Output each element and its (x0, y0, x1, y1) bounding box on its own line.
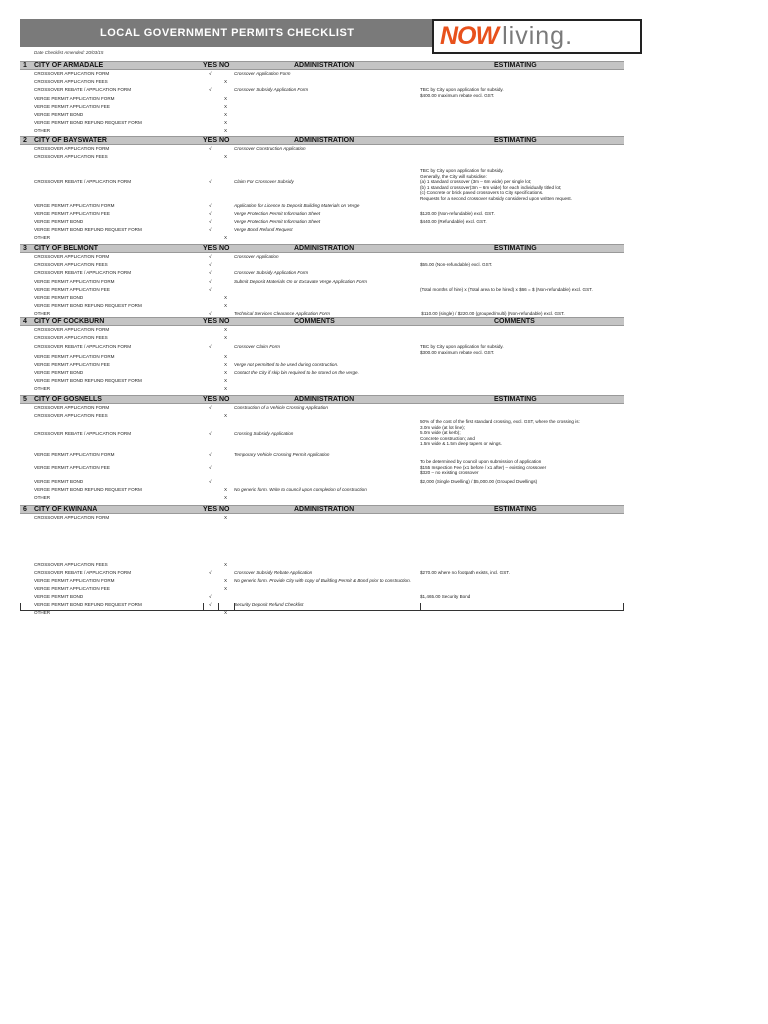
section-header (20, 317, 624, 326)
footer-divider (623, 603, 624, 611)
estimating-header: ESTIMATING (494, 137, 537, 144)
no-mark: X (224, 610, 228, 615)
row-label: CROSSOVER APPLICATION FORM (34, 254, 110, 259)
yes-mark: √ (209, 146, 212, 151)
administration-note: Verge Bond Refund Request (234, 227, 293, 232)
row-label: CROSSOVER REBATE / APPLICATION FORM (34, 87, 132, 92)
row-label: VERGE PERMIT BOND (34, 295, 84, 300)
section-name: CITY OF ARMADALE (34, 62, 104, 69)
no-mark: X (224, 327, 228, 332)
yes-mark: √ (209, 262, 212, 267)
row-label: VERGE PERMIT APPLICATION FORM (34, 96, 115, 101)
no-mark: X (224, 120, 228, 125)
estimating-note: $1,465.00 Security Bond (420, 594, 471, 599)
no-mark: X (224, 562, 228, 567)
page-title: LOCAL GOVERNMENT PERMITS CHECKLIST (20, 19, 432, 47)
row-label: CROSSOVER APPLICATION FORM (34, 146, 110, 151)
administration-note: Verge not permitted to be used during construction. (234, 362, 339, 367)
logo-living-text: living. (502, 22, 574, 50)
yes-mark: √ (209, 570, 212, 575)
yes-mark: √ (209, 270, 212, 275)
section-name: CITY OF BAYSWATER (34, 137, 107, 144)
no-mark: X (224, 335, 228, 340)
row-label: OTHER (34, 311, 51, 316)
no-mark: X (224, 295, 228, 300)
row-label: CROSSOVER APPLICATION FORM (34, 405, 110, 410)
row-label: VERGE PERMIT BOND (34, 112, 84, 117)
row-label: OTHER (34, 386, 51, 391)
section-number: 1 (23, 62, 27, 69)
row-label: CROSSOVER APPLICATION FEES (34, 562, 108, 567)
yes-mark: √ (209, 211, 212, 216)
section-number: 3 (23, 245, 27, 252)
row-label: CROSSOVER APPLICATION FORM (34, 71, 110, 76)
row-label: VERGE PERMIT BOND (34, 594, 84, 599)
row-label: VERGE PERMIT BOND REFUND REQUEST FORM (34, 487, 142, 492)
yes-mark: √ (209, 179, 212, 184)
no-mark: X (224, 586, 228, 591)
yes-no-header: YES NO (203, 245, 230, 252)
estimating-note: $440.00 (Refundable) excl. GST. (420, 219, 487, 224)
administration-note: Verge Protection Permit Information Sheet (234, 219, 321, 224)
administration-note: Crossover Construction Application (234, 146, 306, 151)
row-label: VERGE PERMIT BOND REFUND REQUEST FORM (34, 303, 142, 308)
footer-divider (20, 603, 21, 611)
yes-no-header: YES NO (203, 62, 230, 69)
yes-mark: √ (209, 465, 212, 470)
row-label: VERGE PERMIT APPLICATION FEE (34, 287, 110, 292)
row-label: CROSSOVER APPLICATION FORM (34, 327, 110, 332)
row-label: VERGE PERMIT BOND REFUND REQUEST FORM (34, 120, 142, 125)
estimating-header: ESTIMATING (494, 396, 537, 403)
no-mark: X (224, 96, 228, 101)
section-header (20, 136, 624, 145)
row-label: VERGE PERMIT APPLICATION FORM (34, 279, 115, 284)
estimating-note: $2,000 (Single Dwelling) / $5,000.00 (Grouped Dwellings) (420, 479, 538, 484)
section-header (20, 505, 624, 514)
no-mark: X (224, 154, 228, 159)
estimating-note: $55.00 (Non-refundable) excl. GST. (420, 262, 493, 267)
administration-header: ADMINISTRATION (294, 137, 355, 144)
row-label: VERGE PERMIT APPLICATION FORM (34, 452, 115, 457)
administration-note: Temporary Vehicle Crossing Permit Application (234, 452, 330, 457)
row-label: CROSSOVER APPLICATION FEES (34, 79, 108, 84)
row-label: VERGE PERMIT APPLICATION FEE (34, 104, 110, 109)
estimating-note: $110.00 (single) / $220.00 (grouped/multi) (Non-refundable) excl. GST. (420, 311, 565, 316)
estimating-note: 50% of the cost of the first standard crossing, excl. GST, where the crossing is: 3.0m wide (at lot line); 5.0m wide (at kerb); Concrete construction; and 1.5m wide & 1.5m deep tapers or wings. (420, 419, 580, 447)
footer-divider (218, 603, 219, 611)
row-label: CROSSOVER APPLICATION FORM (34, 515, 110, 520)
row-label: CROSSOVER REBATE / APPLICATION FORM (34, 570, 132, 575)
section-header (20, 244, 624, 253)
section-name: CITY OF BELMONT (34, 245, 99, 252)
row-label: VERGE PERMIT BOND (34, 219, 84, 224)
row-label: CROSSOVER REBATE / APPLICATION FORM (34, 431, 132, 436)
administration-note: Crossover Subsidy Application Form (234, 87, 309, 92)
row-label: VERGE PERMIT BOND REFUND REQUEST FORM (34, 602, 142, 607)
administration-note: Application for Licence to Deposit Building Materials on Verge (234, 203, 360, 208)
estimating-header: ESTIMATING (494, 506, 537, 513)
administration-note: No generic form. Write to council upon completion of construction (234, 487, 367, 492)
row-label: OTHER (34, 495, 51, 500)
yes-mark: √ (209, 71, 212, 76)
administration-header: ADMINISTRATION (294, 506, 355, 513)
no-mark: X (224, 413, 228, 418)
estimating-note: To be determined by council upon submission of application $155 Inspection Fee (x1 before / x1 after) – existing crossover $320 – no existing crossover (420, 459, 547, 476)
yes-mark: √ (209, 311, 212, 316)
estimating-note: $120.00 (Non-refundable) excl. GST. (420, 211, 495, 216)
section-number: 4 (23, 318, 27, 325)
yes-mark: √ (209, 452, 212, 457)
section-name: CITY OF KWINANA (34, 506, 98, 513)
administration-note: Crossover Claim Form (234, 344, 280, 349)
yes-mark: √ (209, 227, 212, 232)
section-header (20, 395, 624, 404)
yes-mark: √ (209, 405, 212, 410)
estimating-note: $270.00 where no footpath exists, incl. GST. (420, 570, 510, 575)
footer-divider (203, 603, 204, 611)
estimating-note: (Total months of hire) x (Total area to be hired) x $66 = $ (Non-refundable) excl. GST. (420, 287, 593, 292)
estimating-header: ESTIMATING (494, 62, 537, 69)
row-label: CROSSOVER APPLICATION FEES (34, 262, 108, 267)
yes-mark: √ (209, 279, 212, 284)
yes-no-header: YES NO (203, 318, 230, 325)
yes-mark: √ (209, 254, 212, 259)
row-label: CROSSOVER REBATE / APPLICATION FORM (34, 179, 132, 184)
yes-no-header: YES NO (203, 506, 230, 513)
administration-note: Crossover Application Form (234, 71, 291, 76)
administration-note: Verge Protection Permit Information Sheet (234, 211, 321, 216)
no-mark: X (224, 487, 228, 492)
administration-header: ADMINISTRATION (294, 62, 355, 69)
yes-mark: √ (209, 287, 212, 292)
row-label: VERGE PERMIT BOND REFUND REQUEST FORM (34, 378, 142, 383)
row-label: CROSSOVER APPLICATION FEES (34, 335, 108, 340)
administration-note: Crossover Subsidy Rebate Application (234, 570, 313, 575)
row-label: VERGE PERMIT BOND REFUND REQUEST FORM (34, 227, 142, 232)
row-label: CROSSOVER REBATE / APPLICATION FORM (34, 270, 132, 275)
row-label: VERGE PERMIT APPLICATION FEE (34, 586, 110, 591)
no-mark: X (224, 386, 228, 391)
no-mark: X (224, 362, 228, 367)
row-label: OTHER (34, 128, 51, 133)
no-mark: X (224, 128, 228, 133)
administration-note: Crossover Application (234, 254, 279, 259)
row-label: CROSSOVER APPLICATION FEES (34, 154, 108, 159)
no-mark: X (224, 515, 228, 520)
yes-mark: √ (209, 431, 212, 436)
estimating-note: TBC by City upon application for subsidy. Generally, the City will subsidise: (a) 1 standard crossover (3m – 6m wide) per single lot; (b) 1 standard crossover(3m – 6m wide) for each individually titled lot; (c) Concrete or brick paved crossovers to City specifications. Requests for a second crossover subsidy considered upon written request. (420, 168, 572, 201)
table-bottom-border (20, 610, 624, 611)
no-mark: X (224, 79, 228, 84)
row-label: CROSSOVER APPLICATION FEES (34, 413, 108, 418)
administration-header: ADMINISTRATION (294, 396, 355, 403)
no-mark: X (224, 578, 228, 583)
row-label: VERGE PERMIT APPLICATION FORM (34, 203, 115, 208)
row-label: VERGE PERMIT APPLICATION FORM (34, 578, 115, 583)
administration-note: Crossing Subsidy Application (234, 431, 294, 436)
yes-mark: √ (209, 344, 212, 349)
estimating-header: ESTIMATING (494, 245, 537, 252)
administration-note: Crossover Subsidy Application Form (234, 270, 309, 275)
yes-mark: √ (209, 479, 212, 484)
yes-mark: √ (209, 87, 212, 92)
section-header (20, 61, 624, 70)
row-label: VERGE PERMIT APPLICATION FEE (34, 362, 110, 367)
yes-no-header: YES NO (203, 396, 230, 403)
row-label: VERGE PERMIT BOND (34, 370, 84, 375)
administration-note: Technical Services Clearance Application Form (234, 311, 330, 316)
row-label: VERGE PERMIT BOND (34, 479, 84, 484)
yes-mark: √ (209, 602, 212, 607)
administration-note: Security Deposit Refund Checklist (234, 602, 304, 607)
section-number: 5 (23, 396, 27, 403)
administration-note: Submit Deposit Materials On or Excavate Verge Application Form (234, 279, 367, 284)
administration-header: ADMINISTRATION (294, 245, 355, 252)
section-name: CITY OF COCKBURN (34, 318, 105, 325)
row-label: OTHER (34, 235, 51, 240)
footer-divider (234, 603, 235, 611)
brand-logo (432, 19, 642, 54)
row-label: CROSSOVER REBATE / APPLICATION FORM (34, 344, 132, 349)
yes-mark: √ (209, 203, 212, 208)
yes-no-header: YES NO (203, 137, 230, 144)
no-mark: X (224, 495, 228, 500)
yes-mark: √ (209, 219, 212, 224)
no-mark: X (224, 378, 228, 383)
administration-note: No generic form. Provide City with copy of Building Permit & Bond prior to construction. (234, 578, 411, 583)
no-mark: X (224, 104, 228, 109)
section-number: 2 (23, 137, 27, 144)
no-mark: X (224, 112, 228, 117)
estimating-note: TBC by City upon application for subsidy. $300.00 maximum rebate excl. GST. (420, 344, 504, 355)
no-mark: X (224, 370, 228, 375)
section-name: CITY OF GOSNELLS (34, 396, 102, 403)
no-mark: X (224, 235, 228, 240)
administration-note: Claim For Crossover Subsidy (234, 179, 294, 184)
estimating-note: TBC by City upon application for subsidy. $400.00 maximum rebate excl. GST. (420, 87, 504, 98)
administration-note: Construction of a Vehicle Crossing Application (234, 405, 328, 410)
row-label: OTHER (34, 610, 51, 615)
estimating-header: COMMENTS (494, 318, 535, 325)
logo-now-text: NOW (440, 22, 499, 50)
amended-date: Date Checklist Amended: 20/03/15 (34, 50, 104, 55)
administration-header: COMMENTS (294, 318, 335, 325)
yes-mark: √ (209, 594, 212, 599)
row-label: VERGE PERMIT APPLICATION FEE (34, 465, 110, 470)
footer-divider (420, 603, 421, 611)
row-label: VERGE PERMIT APPLICATION FEE (34, 211, 110, 216)
row-label: VERGE PERMIT APPLICATION FORM (34, 354, 115, 359)
section-number: 6 (23, 506, 27, 513)
administration-note: Contact the City if skip bin required to be stored on the verge. (234, 370, 359, 375)
no-mark: X (224, 354, 228, 359)
no-mark: X (224, 303, 228, 308)
